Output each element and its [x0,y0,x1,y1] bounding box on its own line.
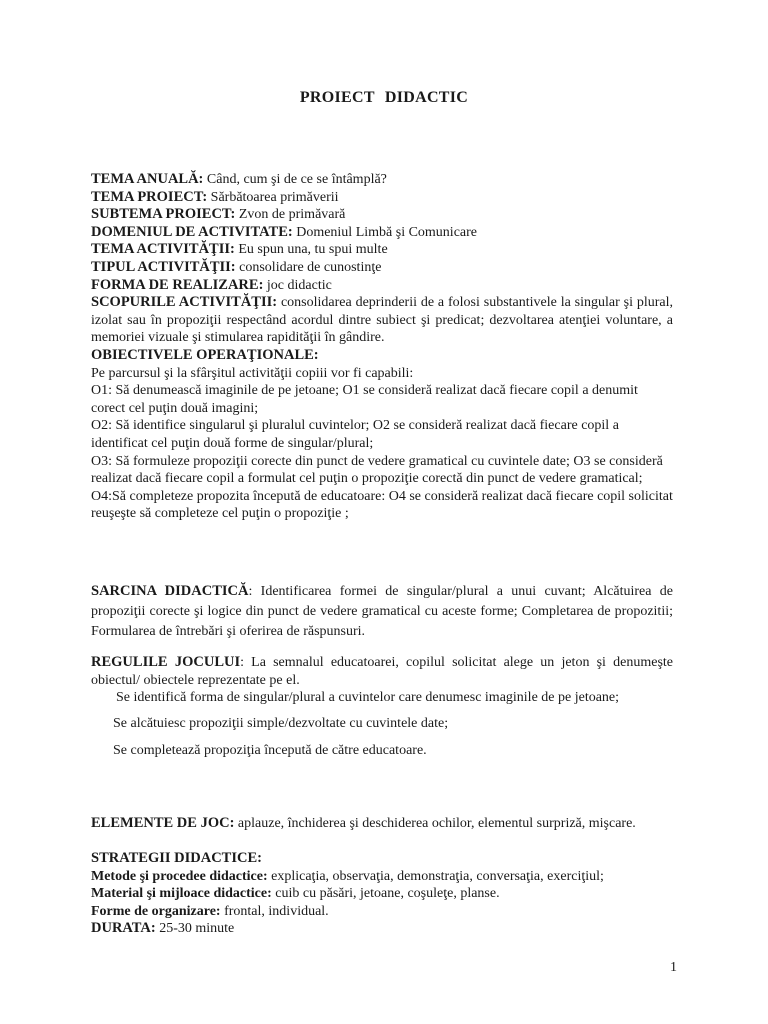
strategii-forme: Forme de organizare: frontal, individual. [91,903,329,919]
page-title: PROIECT DIDACTIC [299,89,469,106]
regula-item: Se identifică forma de singular/plural a cuvintelor care denumesc imaginile de pe jetoane; [116,690,620,706]
regula-item: Se alcătuiesc propoziţii simple/dezvoltate cu cuvintele date; [113,716,449,731]
reguli-section [91,654,673,707]
strategii-section [91,850,673,938]
elemente-section: ELEMENTE DE JOC: aplauze, închiderea şi deschiderea ochilor, elementul surpriză, mişcare. [91,815,636,831]
sarcina-section [91,581,673,642]
obiectiv-item: O4:Să completeze propozita începută de educatoare: O4 se consideră realizat dacă fiecare copil solicitat reuşeşte să completeze cel puţin o propoziţie ; [91,488,673,522]
field-tema-proiect: TEMA PROIECT: Sărbătoarea primăverii [91,188,339,205]
field-subtema-proiect: SUBTEMA PROIECT: Zvon de primăvară [91,206,346,223]
strategii-heading: STRATEGII DIDACTICE: [91,850,262,866]
strategii-metode: Metode şi procedee didactice: explicaţia, observaţia, demonstraţia, conversaţia, exerciţiul; [91,868,604,884]
header-fields [91,171,673,523]
durata: DURATA: 25-30 minute [91,920,235,937]
strategii-material: Material şi mijloace didactice: cuib cu păsări, jetoane, coşuleţe, planse. [91,886,500,902]
field-tema-activitatii: TEMA ACTIVITĂŢII: Eu spun una, tu spui multe [91,241,388,258]
regula-item: Se completează propoziţia începută de către educatoare. [113,743,427,758]
obiective-intro: Pe parcursul şi la sfârşitul activităţii copiii vor fi capabili: [91,365,414,381]
obiectiv-item: O2: Să identifice singularul şi pluralul cuvintelor; O2 se consideră realizat dacă fiecare copil a identificat cel puţin două forme de singular/plural; [91,418,619,451]
page-number: 1 [670,960,677,975]
sarcina-label: SARCINA DIDACTICĂ [91,583,249,599]
obiectiv-item: O1: Să denumească imaginile de pe jetoane; O1 se consideră realizat dacă fiecare copil a denumit corect cel puţin două imagini; [91,383,638,416]
field-forma-de-realizare: FORMA DE REALIZARE: joc didactic [91,276,332,293]
obiective-heading: OBIECTIVELE OPERAŢIONALE: [91,346,319,363]
reguli-intro: REGULILE JOCULUI: La semnalul educatoarei, copilul solicitat alege un jeton şi denumeşte obiectul/ obiectele reprezentate pe el. [91,654,673,688]
scopurile-section: SCOPURILE ACTIVITĂŢII: consolidarea deprinderii de a folosi substantivele la singular şi plural, izolat sau în propoziţii respectând acordul dintre subiect şi predicat; dezvoltarea atenţiei voluntare, a memoriei vizuale şi stimularea rapidităţii în gândire. [91,294,673,346]
field-tema-anuala: TEMA ANUALĂ: Când, cum şi de ce se întâmplă? [91,171,387,187]
obiectiv-item: O3: Să formuleze propoziţii corecte din punct de vedere gramatical cu cuvintele date; O3 se consideră realizat dacă fiecare copil a formulat cel puţin o propoziţie corectă din punct de vedere gramatical; [91,453,663,487]
sarcina-text: : Identificarea formei de singular/plural a unui cuvant; Alcătuirea de propoziţii corecte şi logice din punct de vedere gramatical cu aceste forme; Completarea de propozitii; Formularea de întrebări şi oferirea de răspunsuri. [91,584,673,639]
field-domeniul: DOMENIUL DE ACTIVITATE: Domeniul Limbă şi Comunicare [91,223,477,240]
field-tipul-activitatii: TIPUL ACTIVITĂŢII: consolidare de cunostinţe [91,258,382,275]
